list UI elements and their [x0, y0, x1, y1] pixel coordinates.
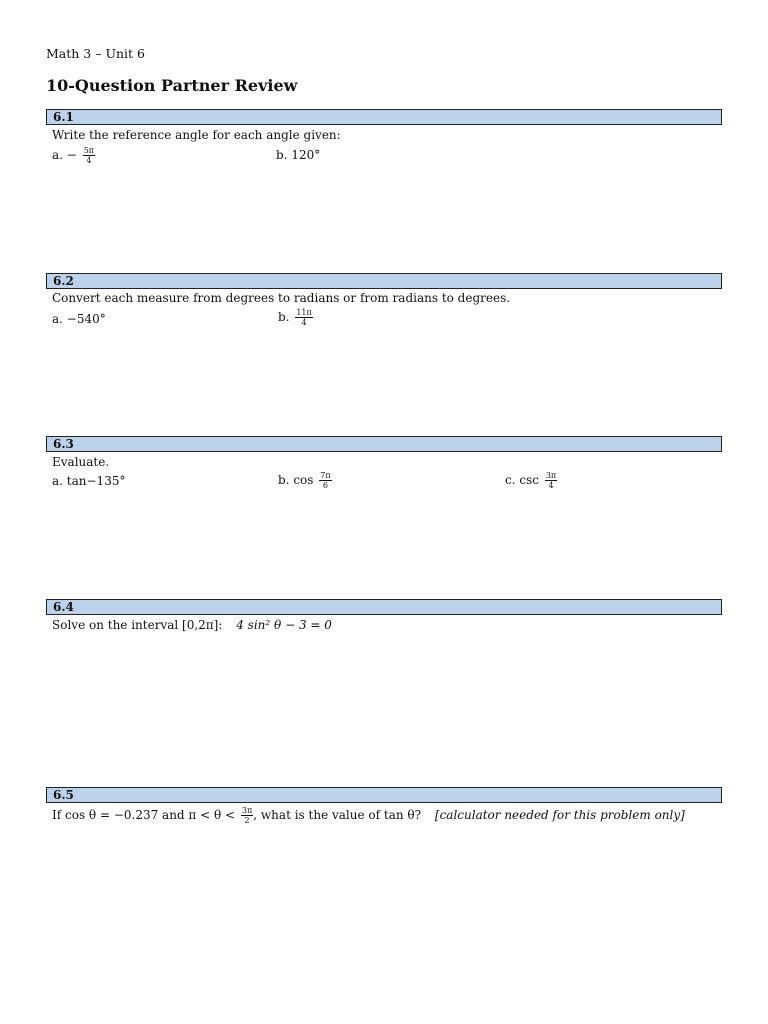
item-expression: tan−135° — [66, 474, 126, 488]
item-label: c. — [505, 473, 516, 487]
section-prompt-6-5 — [52, 806, 685, 825]
item-label: a. — [52, 474, 63, 488]
item-label: a. — [52, 312, 63, 326]
course-unit-label: Math 3 – Unit 6 — [46, 46, 145, 61]
fraction-denominator: 6 — [322, 481, 328, 490]
item-label: a. — [52, 148, 63, 162]
fraction-numerator: 5π — [83, 146, 95, 155]
item-expression: 120° — [291, 148, 321, 162]
section-prompt-6-1: Write the reference angle for each angle given: — [52, 128, 341, 142]
question-6-1-b — [276, 148, 320, 162]
question-6-3-c — [505, 471, 557, 490]
fraction — [295, 308, 312, 327]
question-6-3-b — [278, 471, 332, 490]
question-6-1-a — [52, 146, 95, 165]
question-6-3-a — [52, 474, 125, 488]
section-header-6-1: 6.1 — [46, 109, 722, 125]
fraction-denominator: 4 — [86, 156, 92, 165]
section-prompt-6-2: Convert each measure from degrees to radians or from radians to degrees. — [52, 291, 511, 305]
item-label: b. — [278, 310, 290, 324]
page-title: 10-Question Partner Review — [46, 76, 298, 95]
fraction-numerator: 3π — [241, 806, 253, 815]
trig-function: cos — [293, 473, 314, 487]
section-prompt-6-4 — [52, 618, 332, 632]
item-label: b. — [276, 148, 288, 162]
question-6-2-a — [52, 312, 106, 326]
section-header-6-5: 6.5 — [46, 787, 722, 803]
section-prompt-6-3: Evaluate. — [52, 455, 110, 469]
section-header-6-2: 6.2 — [46, 273, 722, 289]
negative-sign: − — [66, 148, 77, 162]
fraction-numerator: 3π — [545, 471, 557, 480]
item-label: b. — [278, 473, 290, 487]
equation: 4 sin² θ − 3 = 0 — [236, 618, 332, 632]
section-header-6-4: 6.4 — [46, 599, 722, 615]
item-expression: −540° — [66, 312, 106, 326]
fraction-denominator: 4 — [548, 481, 554, 490]
fraction-numerator: 7π — [320, 471, 331, 480]
fraction — [241, 806, 253, 825]
question-text: , what is the value of tan θ? — [253, 808, 422, 822]
calculator-note: [calculator needed for this problem only] — [434, 808, 685, 822]
fraction-denominator: 4 — [301, 318, 307, 327]
fraction-denominator: 2 — [244, 816, 250, 825]
condition-text: If cos θ = −0.237 and π < θ < — [52, 808, 236, 822]
fraction — [319, 471, 331, 490]
interval-text: Solve on the interval [0,2π]: — [52, 618, 223, 632]
trig-function: csc — [519, 473, 539, 487]
fraction — [83, 146, 95, 165]
question-6-2-b — [278, 308, 313, 327]
section-header-6-3: 6.3 — [46, 436, 722, 452]
fraction-numerator: 11π — [296, 308, 312, 317]
fraction — [545, 471, 557, 490]
